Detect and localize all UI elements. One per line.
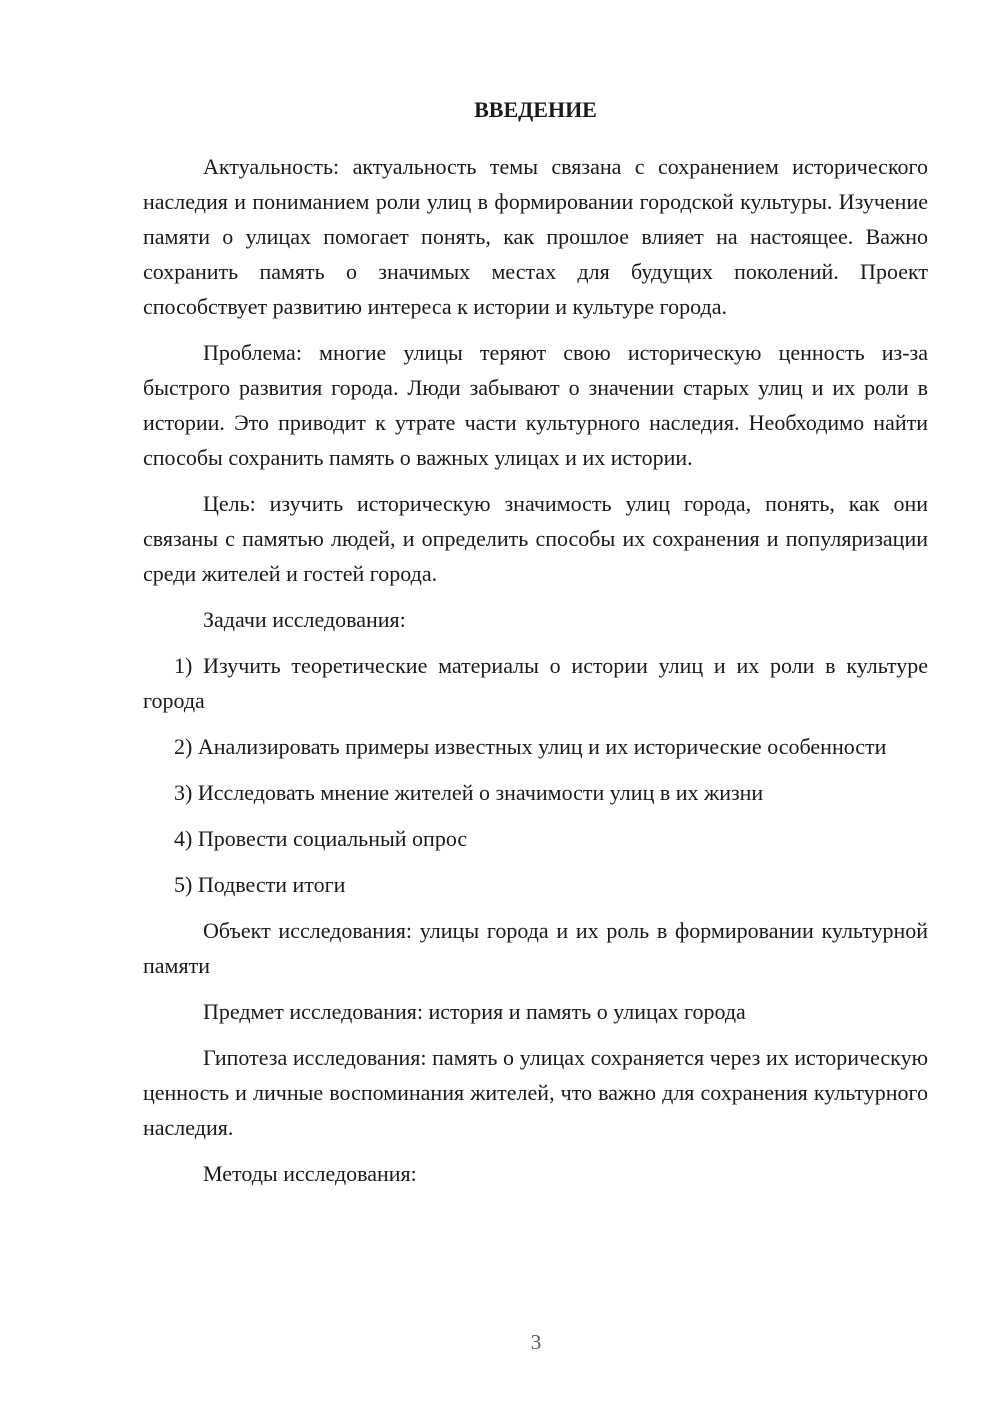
task-item-1: 1) Изучить теоретические материалы о истории улиц и их роли в культуре города (143, 653, 928, 713)
page-title: ВВЕДЕНИЕ (474, 97, 597, 122)
hypothesis-paragraph: Гипотеза исследования: память о улицах сохраняется через их историческую ценность и личные воспоминания жителей, что важно для сохранения культурного наследия. (143, 1045, 928, 1140)
document-page (143, 90, 928, 1202)
task-item-2: 2) Анализировать примеры известных улиц и их исторические особенности (174, 734, 887, 759)
tasks-title: Задачи исследования: (203, 607, 406, 632)
relevance-paragraph: Актуальность: актуальность темы связана с сохранением исторического наследия и пониманием роли улиц в формировании городской культуры. Изучение памяти о улицах помогает понять, как прошлое влияет на настоящее. Важно сохранить память о значимых местах для будущих поколений. Проект способствует развитию интереса к истории и культуре города. (143, 154, 928, 319)
page-number: 3 (530, 1330, 542, 1354)
task-item-5: 5) Подвести итоги (174, 872, 346, 897)
task-item-3: 3) Исследовать мнение жителей о значимости улиц в их жизни (174, 780, 764, 805)
methods-paragraph: Методы исследования: (203, 1161, 417, 1186)
problem-paragraph: Проблема: многие улицы теряют свою историческую ценность из-за быстрого развития города. Люди забывают о значении старых улиц и их роли в истории. Это приводит к утрате части культурного наследия. Необходимо найти способы сохранить память о важных улицах и их истории. (143, 340, 928, 470)
task-item-4: 4) Провести социальный опрос (174, 826, 468, 851)
goal-paragraph: Цель: изучить историческую значимость улиц города, понять, как они связаны с памятью людей, и определить способы их сохранения и популяризации среди жителей и гостей города. (143, 491, 928, 586)
research-object-paragraph: Объект исследования: улицы города и их роль в формировании культурной памяти (143, 918, 928, 978)
research-subject-paragraph: Предмет исследования: история и память о улицах города (203, 999, 746, 1024)
